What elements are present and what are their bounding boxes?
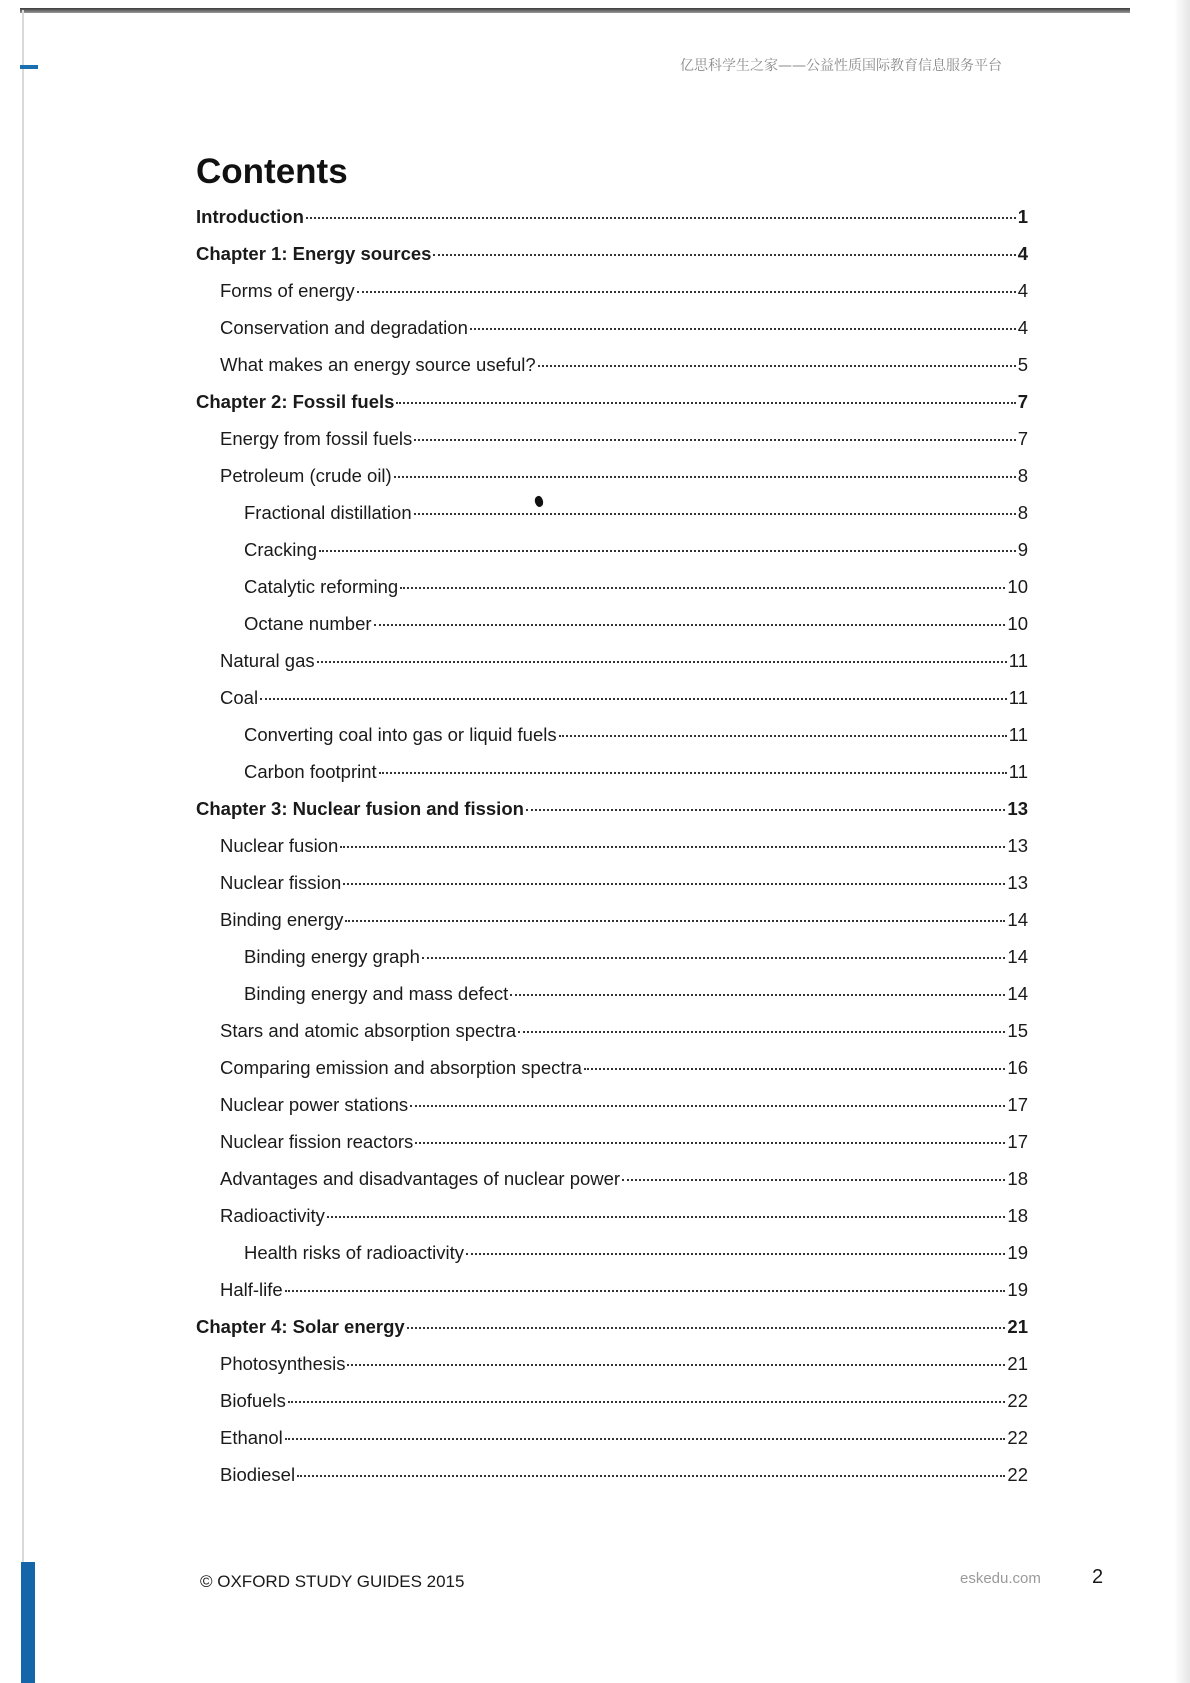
scan-left-edge xyxy=(22,10,24,1680)
dot-leader xyxy=(414,513,1016,515)
toc-chapter-entry xyxy=(196,383,1028,420)
dot-leader xyxy=(622,1179,1005,1181)
toc-entry-label: Stars and atomic absorption spectra xyxy=(220,1020,517,1041)
toc-section-entry xyxy=(196,457,1028,494)
toc-entry-page: 18 xyxy=(1007,1205,1028,1226)
toc-section-entry xyxy=(196,309,1028,346)
toc-chapter-entry xyxy=(196,1308,1028,1345)
dot-leader xyxy=(394,476,1016,478)
toc-section-entry xyxy=(196,1086,1028,1123)
toc-section-entry xyxy=(196,1271,1028,1308)
toc-entry-page: 11 xyxy=(1008,650,1028,671)
toc-entry-label: Catalytic reforming xyxy=(244,576,399,597)
dot-leader xyxy=(470,328,1016,330)
table-of-contents xyxy=(196,198,1028,1493)
toc-entry-page: 7 xyxy=(1017,428,1028,449)
toc-section-entry xyxy=(196,1234,1028,1271)
dot-leader xyxy=(422,957,1006,959)
footer-site: eskedu.com xyxy=(960,1570,1041,1587)
toc-entry-label: Binding energy xyxy=(220,909,344,930)
dot-leader xyxy=(538,365,1016,367)
toc-section-entry xyxy=(196,642,1028,679)
toc-chapter-entry xyxy=(196,198,1028,235)
toc-section-entry xyxy=(196,1123,1028,1160)
toc-section-entry xyxy=(196,605,1028,642)
toc-chapter-entry xyxy=(196,235,1028,272)
toc-entry-label: Natural gas xyxy=(220,650,315,671)
toc-section-entry xyxy=(196,1382,1028,1419)
toc-entry-label: Chapter 2: Fossil fuels xyxy=(196,391,395,412)
toc-entry-page: 11 xyxy=(1008,724,1028,745)
dot-leader xyxy=(285,1438,1006,1440)
dot-leader xyxy=(317,661,1007,663)
dot-leader xyxy=(414,439,1015,441)
toc-entry-label: What makes an energy source useful? xyxy=(220,354,536,375)
toc-entry-label: Nuclear fission reactors xyxy=(220,1131,414,1152)
toc-entry-page: 17 xyxy=(1007,1094,1028,1115)
dot-leader xyxy=(584,1068,1005,1070)
toc-entry-page: 22 xyxy=(1007,1390,1028,1411)
toc-entry-label: Health risks of radioactivity xyxy=(244,1242,465,1263)
toc-entry-page: 18 xyxy=(1007,1168,1028,1189)
dot-leader xyxy=(400,587,1005,589)
dot-leader xyxy=(410,1105,1005,1107)
toc-entry-page: 10 xyxy=(1007,576,1028,597)
toc-entry-label: Binding energy and mass defect xyxy=(244,983,509,1004)
dot-leader xyxy=(374,624,1006,626)
toc-entry-label: Converting coal into gas or liquid fuels xyxy=(244,724,557,745)
toc-section-entry xyxy=(196,753,1028,790)
dot-leader xyxy=(559,735,1007,737)
page-number: 2 xyxy=(1092,1566,1104,1588)
toc-entry-page: 14 xyxy=(1007,983,1028,1004)
toc-entry-page: 10 xyxy=(1007,613,1028,634)
toc-section-entry xyxy=(196,716,1028,753)
toc-entry-label: Energy from fossil fuels xyxy=(220,428,413,449)
toc-entry-page: 5 xyxy=(1017,354,1028,375)
blue-corner-mark xyxy=(20,65,38,69)
toc-entry-label: Advantages and disadvantages of nuclear power xyxy=(220,1168,621,1189)
dot-leader xyxy=(306,217,1016,219)
toc-entry-label: Comparing emission and absorption spectra xyxy=(220,1057,582,1078)
dot-leader xyxy=(327,1216,1006,1218)
scan-right-edge xyxy=(1174,0,1190,1683)
toc-section-entry xyxy=(196,1456,1028,1493)
toc-section-entry xyxy=(196,272,1028,309)
toc-entry-page: 4 xyxy=(1017,243,1028,264)
toc-entry-page: 4 xyxy=(1017,280,1028,301)
toc-entry-page: 8 xyxy=(1017,465,1028,486)
dot-leader xyxy=(347,1364,1005,1366)
toc-entry-page: 21 xyxy=(1007,1353,1028,1374)
toc-entry-label: Ethanol xyxy=(220,1427,283,1448)
toc-section-entry xyxy=(196,531,1028,568)
toc-entry-page: 1 xyxy=(1017,206,1028,227)
toc-entry-page: 13 xyxy=(1007,798,1028,819)
dot-leader xyxy=(396,402,1015,404)
toc-entry-page: 14 xyxy=(1007,909,1028,930)
dot-leader xyxy=(288,1401,1006,1403)
toc-entry-label: Chapter 4: Solar energy xyxy=(196,1316,405,1337)
scan-top-edge xyxy=(20,8,1130,13)
toc-entry-label: Forms of energy xyxy=(220,280,355,301)
toc-entry-page: 11 xyxy=(1008,687,1028,708)
dot-leader xyxy=(285,1290,1006,1292)
toc-entry-label: Chapter 1: Energy sources xyxy=(196,243,432,264)
dot-leader xyxy=(510,994,1005,996)
toc-entry-page: 19 xyxy=(1007,1279,1028,1300)
dot-leader xyxy=(407,1327,1006,1329)
toc-entry-page: 21 xyxy=(1007,1316,1028,1337)
toc-section-entry xyxy=(196,420,1028,457)
page-title: Contents xyxy=(196,152,348,191)
toc-section-entry xyxy=(196,1419,1028,1456)
toc-section-entry xyxy=(196,975,1028,1012)
toc-entry-label: Biofuels xyxy=(220,1390,286,1411)
toc-entry-label: Nuclear fusion xyxy=(220,835,339,856)
toc-entry-page: 13 xyxy=(1007,835,1028,856)
toc-chapter-entry xyxy=(196,790,1028,827)
toc-entry-label: Nuclear fission xyxy=(220,872,342,893)
toc-entry-label: Conservation and degradation xyxy=(220,317,468,338)
dot-leader xyxy=(379,772,1007,774)
toc-section-entry xyxy=(196,1345,1028,1382)
blue-side-bar xyxy=(21,1562,35,1683)
toc-section-entry xyxy=(196,568,1028,605)
toc-entry-page: 19 xyxy=(1007,1242,1028,1263)
dot-leader xyxy=(297,1475,1005,1477)
toc-section-entry xyxy=(196,679,1028,716)
toc-entry-label: Photosynthesis xyxy=(220,1353,346,1374)
toc-section-entry xyxy=(196,827,1028,864)
toc-entry-label: Radioactivity xyxy=(220,1205,325,1226)
toc-section-entry xyxy=(196,938,1028,975)
dot-leader xyxy=(466,1253,1005,1255)
toc-section-entry xyxy=(196,1160,1028,1197)
dot-leader xyxy=(415,1142,1005,1144)
dot-leader xyxy=(260,698,1007,700)
toc-section-entry xyxy=(196,901,1028,938)
toc-entry-page: 7 xyxy=(1017,391,1028,412)
dot-leader xyxy=(433,254,1015,256)
dot-leader xyxy=(518,1031,1005,1033)
dot-leader xyxy=(319,550,1016,552)
toc-section-entry xyxy=(196,346,1028,383)
dot-leader xyxy=(357,291,1016,293)
dot-leader xyxy=(345,920,1005,922)
toc-entry-label: Nuclear power stations xyxy=(220,1094,409,1115)
footer-copyright: © OXFORD STUDY GUIDES 2015 xyxy=(200,1572,465,1591)
toc-entry-page: 11 xyxy=(1008,761,1028,782)
toc-entry-label: Octane number xyxy=(244,613,372,634)
dot-leader xyxy=(526,809,1006,811)
toc-entry-page: 13 xyxy=(1007,872,1028,893)
toc-entry-label: Carbon footprint xyxy=(244,761,377,782)
toc-entry-label: Fractional distillation xyxy=(244,502,412,523)
toc-entry-page: 17 xyxy=(1007,1131,1028,1152)
toc-entry-label: Coal xyxy=(220,687,259,708)
toc-entry-label: Petroleum (crude oil) xyxy=(220,465,392,486)
toc-entry-page: 14 xyxy=(1007,946,1028,967)
toc-entry-label: Introduction xyxy=(196,206,304,227)
watermark-text: 亿思科学生之家——公益性质国际教育信息服务平台 xyxy=(680,58,1002,74)
toc-entry-page: 22 xyxy=(1007,1427,1028,1448)
toc-entry-label: Binding energy graph xyxy=(244,946,420,967)
dot-leader xyxy=(343,883,1005,885)
toc-entry-page: 15 xyxy=(1007,1020,1028,1041)
toc-section-entry xyxy=(196,494,1028,531)
toc-entry-label: Half-life xyxy=(220,1279,283,1300)
toc-section-entry xyxy=(196,864,1028,901)
dot-leader xyxy=(340,846,1005,848)
toc-entry-page: 4 xyxy=(1017,317,1028,338)
toc-entry-page: 16 xyxy=(1007,1057,1028,1078)
toc-entry-label: Cracking xyxy=(244,539,317,560)
toc-entry-page: 9 xyxy=(1017,539,1028,560)
toc-section-entry xyxy=(196,1012,1028,1049)
toc-section-entry xyxy=(196,1197,1028,1234)
toc-entry-page: 8 xyxy=(1017,502,1028,523)
toc-entry-label: Biodiesel xyxy=(220,1464,296,1485)
toc-entry-label: Chapter 3: Nuclear fusion and fission xyxy=(196,798,524,819)
toc-entry-page: 22 xyxy=(1007,1464,1028,1485)
toc-section-entry xyxy=(196,1049,1028,1086)
